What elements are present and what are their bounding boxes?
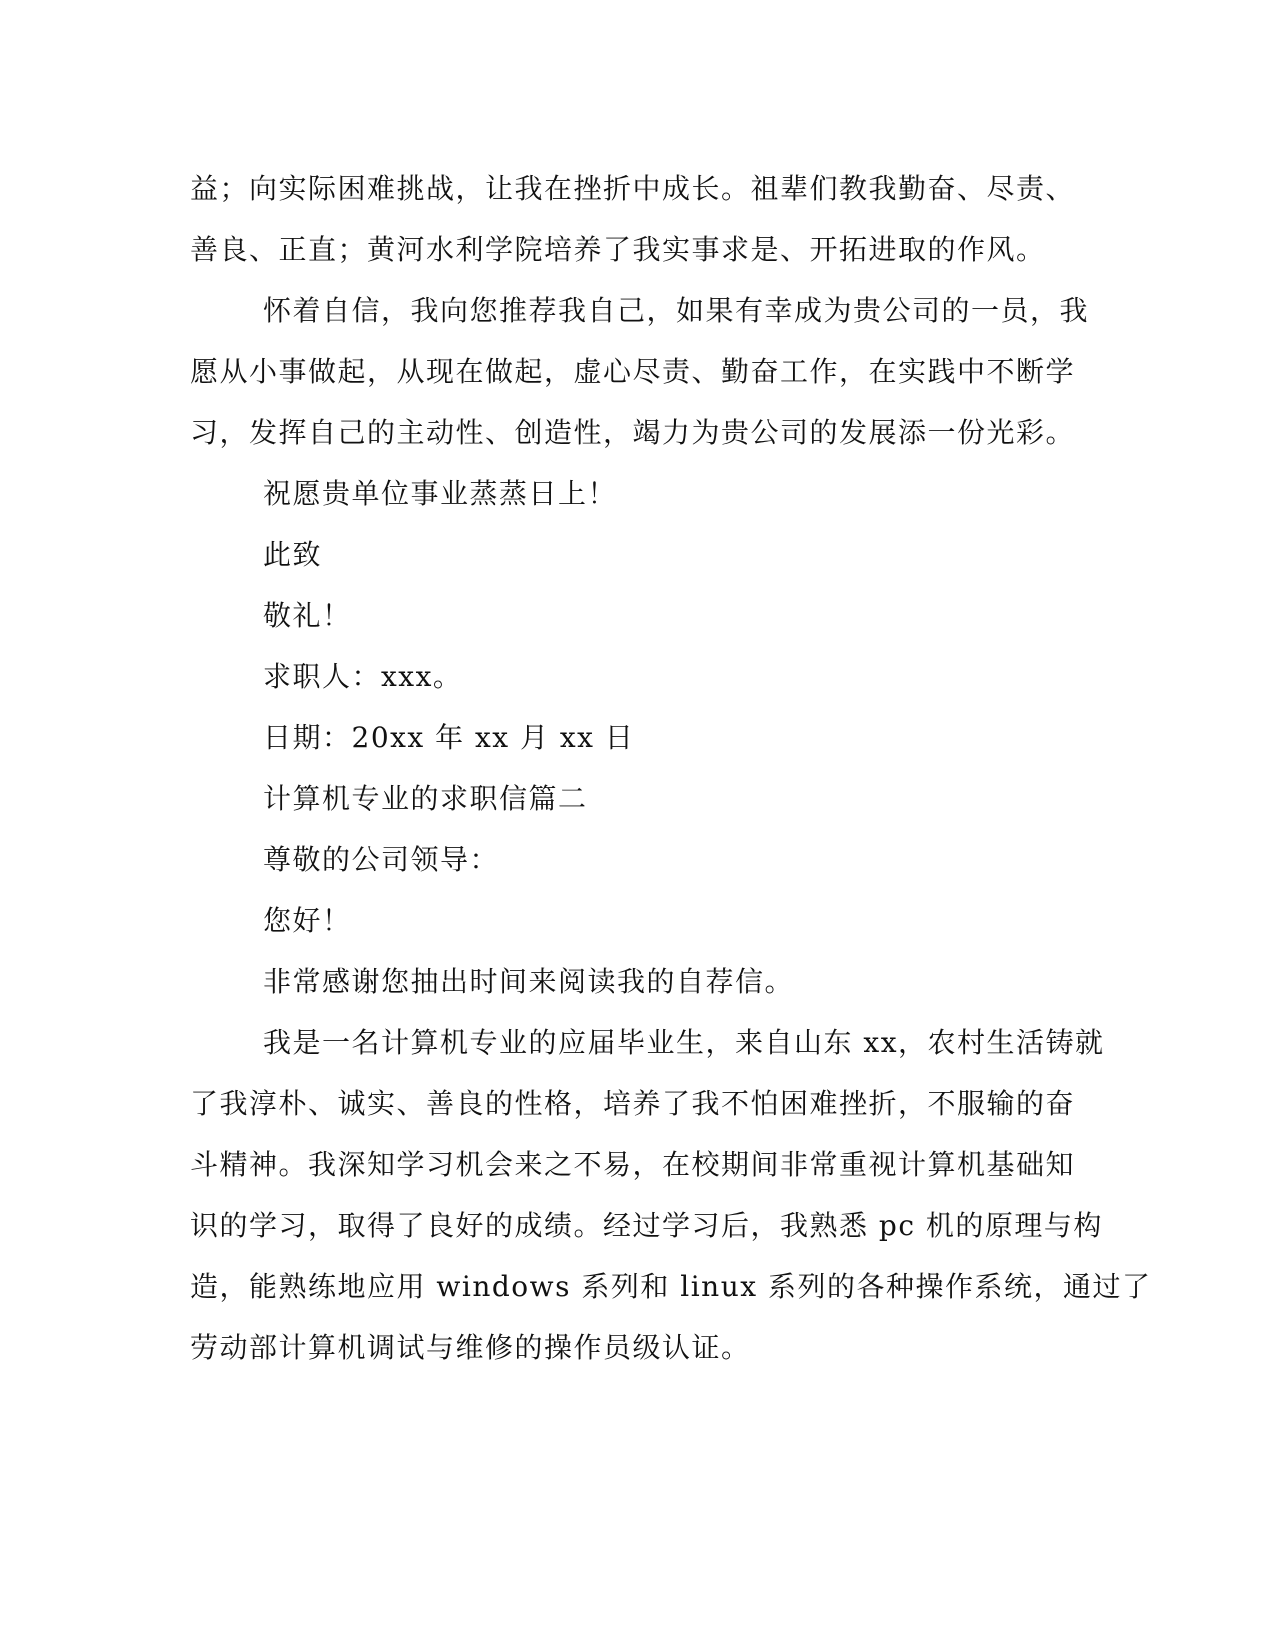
greeting-recipient: 尊敬的公司领导： xyxy=(263,843,500,876)
text-line: 益；向实际困难挑战，让我在挫折中成长。祖辈们教我勤奋、尽责、 xyxy=(190,172,1076,205)
text-line: 了我淳朴、诚实、善良的性格，培养了我不怕困难挫折，不服输的奋 xyxy=(190,1087,1076,1120)
text-line: 识的学习，取得了良好的成绩。经过学习后，我熟悉 pc 机的原理与构 xyxy=(190,1209,1103,1242)
letter-date: 日期：20xx 年 xx 月 xx 日 xyxy=(263,721,635,754)
greeting-hello: 您好！ xyxy=(263,904,352,937)
text-line: 习，发挥自己的主动性、创造性，竭力为贵公司的发展添一份光彩。 xyxy=(190,416,1076,449)
section-title: 计算机专业的求职信篇二 xyxy=(263,782,588,815)
document-body xyxy=(190,158,1152,1378)
paragraph-start-line: 怀着自信，我向您推荐我自己，如果有幸成为贵公司的一员，我 xyxy=(263,294,1090,327)
paragraph-start-line: 非常感谢您抽出时间来阅读我的自荐信。 xyxy=(263,965,795,998)
paragraph-start-line: 我是一名计算机专业的应届毕业生，来自山东 xx，农村生活铸就 xyxy=(263,1026,1105,1059)
salutation-jingli: 敬礼！ xyxy=(263,599,352,632)
text-line: 善良、正直；黄河水利学院培养了我实事求是、开拓进取的作风。 xyxy=(190,233,1046,266)
closing-wish: 祝愿贵单位事业蒸蒸日上！ xyxy=(263,477,618,510)
text-line: 愿从小事做起，从现在做起，虚心尽责、勤奋工作，在实践中不断学 xyxy=(190,355,1076,388)
text-line: 斗精神。我深知学习机会来之不易，在校期间非常重视计算机基础知 xyxy=(190,1148,1076,1181)
text-line: 劳动部计算机调试与维修的操作员级认证。 xyxy=(190,1331,751,1364)
text-line: 造，能熟练地应用 windows 系列和 linux 系列的各种操作系统，通过了 xyxy=(190,1270,1152,1303)
applicant-name: 求职人：xxx。 xyxy=(263,660,463,693)
salutation-cizhi: 此致 xyxy=(263,538,323,571)
